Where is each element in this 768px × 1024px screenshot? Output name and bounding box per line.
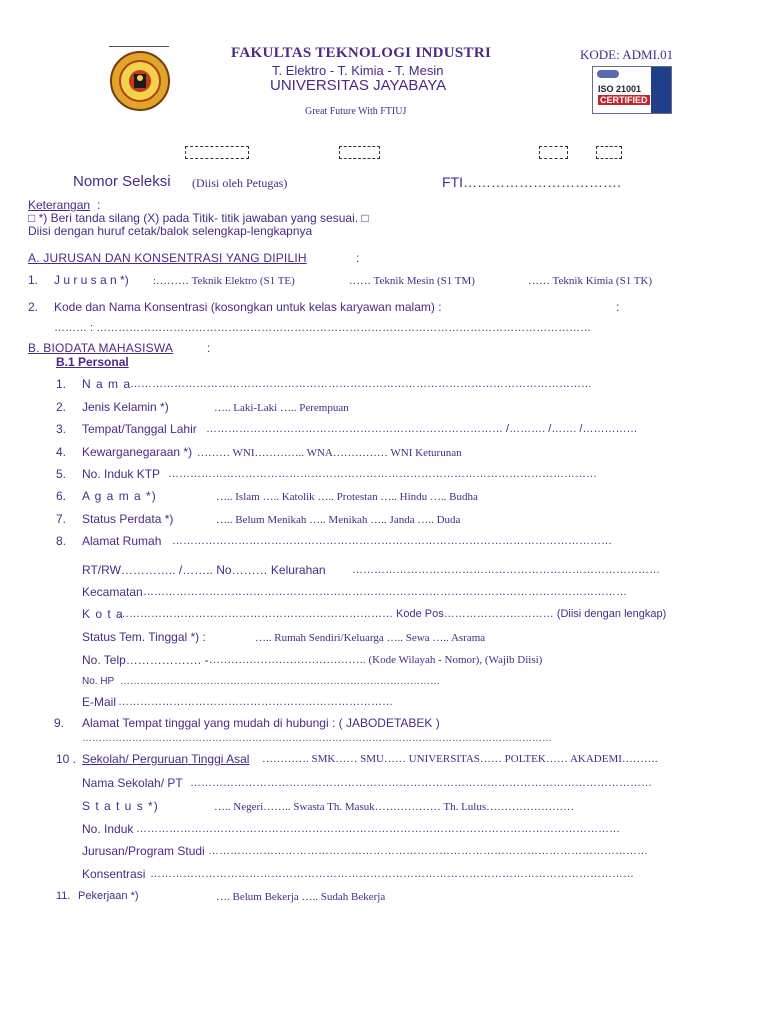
jenis-kelamin-options[interactable]: ….. Laki-Laki ….. Perempuan <box>214 402 349 414</box>
q10-label: Sekolah/ Perguruan Tinggi Asal <box>82 752 250 766</box>
konsentrasi-colon: : <box>616 300 620 314</box>
row-num: 3. <box>56 422 67 436</box>
row-label-agama: A g a m a *) <box>82 489 157 503</box>
fti-field[interactable]: FTI……………………………. <box>442 174 621 190</box>
pekerjaan-options[interactable]: …. Belum Bekerja ….. Sudah Bekerja <box>216 891 386 903</box>
row-num: 4. <box>56 445 67 459</box>
kelurahan-field[interactable]: ………………………………………………………………………… <box>352 564 660 576</box>
row-label-status-perdata: Status Perdata *) <box>82 512 174 526</box>
status-sekolah-label: S t a t u s *) <box>82 799 159 813</box>
hp-label: No. HP <box>82 676 115 687</box>
section-b-title: B. BIODATA MAHASISWA <box>28 341 174 355</box>
iso-certified-logo <box>592 66 672 114</box>
hp-field[interactable]: …………………………………………………………………………………… <box>120 676 440 687</box>
section-a-colon: : <box>356 251 360 265</box>
departments: T. Elektro - T. Kimia - T. Mesin <box>272 63 444 78</box>
keterangan-title: Keterangan <box>28 198 91 212</box>
telp-label: No. Telp………………. - <box>82 653 209 667</box>
q11-label: Pekerjaan *) <box>78 890 139 902</box>
nomor-seleksi-label: Nomor Seleksi <box>73 173 171 190</box>
q9-num: 9. <box>54 716 65 730</box>
keterangan-line1: □ *) Beri tanda silang (X) pada Titik- titik jawaban yang sesuai. □ <box>28 211 369 225</box>
konsentrasi-sekolah-label: Konsentrasi <box>82 867 146 881</box>
row-num: 8. <box>56 534 67 548</box>
iso-line2: CERTIFIED <box>600 95 648 105</box>
ktp-field[interactable]: ……………………………………………………………………………………………………… <box>168 468 597 480</box>
no-induk-label: No. Induk <box>82 822 134 836</box>
jurusan-prodi-field[interactable]: ………………………………………………………………………………………………………… <box>208 845 648 857</box>
row-label-tempat-lahir: Tempat/Tanggal Lahir <box>82 422 197 436</box>
row-num: 6. <box>56 489 67 503</box>
rt-rw-label: RT/RW………….. /…….. No……… Kelurahan <box>82 563 326 577</box>
alamat-rumah-field[interactable]: ………………………………………………………………………………………………………… <box>172 535 612 547</box>
university-seal-logo <box>108 50 172 112</box>
q10-num: 10 . <box>56 752 77 766</box>
kecamatan-label: Kecamatan <box>82 585 143 599</box>
nama-sekolah-field[interactable]: ……………………………………………………………………………………………………………… <box>190 777 652 789</box>
email-field[interactable]: ………………………………………………………………… <box>118 696 393 708</box>
tempat-lahir-field[interactable]: ……………………………………………………………………… /………. /……. /…………… <box>206 423 638 435</box>
faculty-title: FAKULTAS TEKNOLOGI INDUSTRI <box>231 45 492 61</box>
box-3[interactable] <box>539 146 568 159</box>
agama-options[interactable]: ….. Islam ….. Katolik ….. Protestan ….. Hindu ….. Budha <box>216 491 478 503</box>
form-code: KODE: ADMI.01 <box>580 47 674 62</box>
nama-sekolah-label: Nama Sekolah/ PT <box>82 776 183 790</box>
row-label-kewarganegaraan: Kewarganegaraan *) <box>82 445 193 459</box>
no-induk-field[interactable]: …………………………………………………………………………………………………………………… <box>136 823 620 835</box>
iso-strip <box>651 67 671 113</box>
konsentrasi-sekolah-field[interactable]: …………………………………………………………………………………………………………………… <box>150 868 634 880</box>
keterangan-line2: Diisi dengan huruf cetak/balok selengkap-lengkapnya <box>28 224 313 238</box>
email-label: E-Mail <box>82 695 117 709</box>
telp-field[interactable]: ……………………………………. (Kode Wilayah - Nomor), (Wajib Diisi) <box>209 654 543 666</box>
jurusan-label: J u r u s a n *) <box>54 273 129 287</box>
konsentrasi-num: 2. <box>28 300 39 314</box>
konsentrasi-line[interactable]: ……… : ……………………………………………………………………………………………………………………… <box>54 322 592 334</box>
q10-options[interactable]: …………. SMK…… SMU…… UNIVERSITAS…… POLTEK…… AKADEMI………. <box>262 753 658 765</box>
status-sekolah-field[interactable]: ….. Negeri…….. Swasta Th. Masuk……………… Th. Lulus…………………… <box>214 801 575 813</box>
status-tinggal-label: Status Tem. Tinggal *) : <box>82 630 206 644</box>
jurusan-option-mesin[interactable]: …… Teknik Mesin (S1 TM) <box>349 275 475 287</box>
q9-label: Alamat Tempat tinggal yang mudah di hubungi : ( JABODETABEK ) <box>82 716 440 730</box>
nama-field[interactable]: ……………………………………………………………………………………………………………… <box>130 378 592 390</box>
row-num: 5. <box>56 467 67 481</box>
nomor-seleksi-note: (Diisi oleh Petugas) <box>192 176 288 190</box>
row-label-jenis-kelamin: Jenis Kelamin *) <box>82 400 169 414</box>
jurusan-num: 1. <box>28 273 39 287</box>
kecamatan-field[interactable]: …………………………………………………………………………………………………………………… <box>143 586 627 598</box>
jurusan-prodi-label: Jurusan/Program Studi <box>82 844 205 858</box>
kewarganegaraan-options[interactable]: ……… WNI………….. WNA…………… WNI Keturunan <box>197 447 462 459</box>
b1-personal-title: B.1 Personal <box>56 355 129 369</box>
row-label-ktp: No. Induk KTP <box>82 467 161 481</box>
kota-label: K o t a <box>82 607 124 621</box>
box-1[interactable] <box>185 146 249 159</box>
box-2[interactable] <box>339 146 380 159</box>
jurusan-option-kimia[interactable]: …… Teknik Kimia (S1 TK) <box>528 275 653 287</box>
konsentrasi-label: Kode dan Nama Konsentrasi (kosongkan untuk kelas karyawan malam) : <box>54 300 442 314</box>
box-4[interactable] <box>596 146 622 159</box>
kota-kodepos-field[interactable]: ………………………………………………………………… Kode Pos………………………… (Diisi dengan lengkap) <box>118 608 667 620</box>
keterangan-colon: : <box>97 198 101 212</box>
university-name: UNIVERSITAS JAYABAYA <box>270 77 447 94</box>
header-rule <box>109 46 169 47</box>
q9-field[interactable]: …………………………………………………………………………………………………………………………… <box>82 733 552 744</box>
row-num: 2. <box>56 400 67 414</box>
section-a-title: A. JURUSAN DAN KONSENTRASI YANG DIPILIH <box>28 251 307 265</box>
iso-mark-icon <box>597 70 619 78</box>
row-label-nama: N a m a <box>82 377 132 391</box>
q11-num: 11. <box>56 890 71 902</box>
status-tinggal-options[interactable]: ….. Rumah Sendiri/Keluarga ….. Sewa ….. Asrama <box>255 632 486 644</box>
row-label-alamat-rumah: Alamat Rumah <box>82 534 162 548</box>
jurusan-option-elektro[interactable]: :……… Teknik Elektro (S1 TE) <box>153 275 295 287</box>
iso-line1: ISO 21001 <box>598 84 642 94</box>
tagline: Great Future With FTIUJ <box>305 106 407 117</box>
row-num: 1. <box>56 377 67 391</box>
status-perdata-options[interactable]: ….. Belum Menikah ….. Menikah ….. Janda ….. Duda <box>216 514 461 526</box>
section-b-colon: : <box>207 341 211 355</box>
row-num: 7. <box>56 512 67 526</box>
